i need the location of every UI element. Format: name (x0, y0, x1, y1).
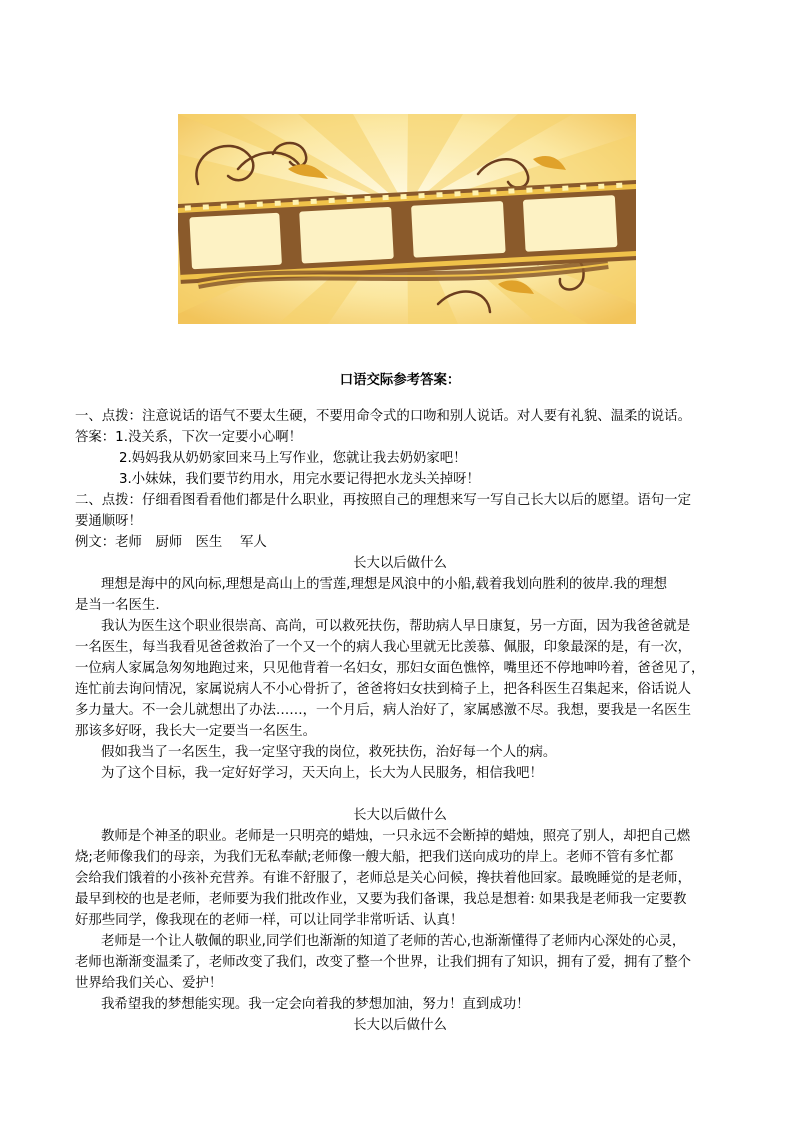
essay-one-paragraph: 连忙前去询问情况，家属说病人不小心骨折了，爸爸将妇女扶到椅子上，把各科医生召集起来，俗话说人 (75, 682, 691, 697)
essay-two-paragraph: 老师也渐渐变温柔了，老师改变了我们，改变了整一个世界，让我们拥有了知识，拥有了爱，拥有了整个 (75, 955, 691, 970)
example-professions: 例文：老师 厨师 医生 军人 (75, 535, 267, 550)
part-one-answer-3: 3.小妹妹，我们要节约用水，用完水要记得把水龙头关掉呀！ (119, 472, 480, 487)
film-strip-icon (178, 114, 636, 324)
essay-two-paragraph: 最早到校的也是老师，老师要为我们批改作业，又要为我们备课，我总是想着: 如果我是老师我一定要教 (75, 892, 687, 907)
part-one-answer-2: 2.妈妈我从奶奶家回来马上写作业，您就让我去奶奶家吧！ (119, 451, 467, 466)
essay-one-paragraph: 一位病人家属急匆匆地跑过来，只见他背着一名妇女，那妇女面色憔悴，嘴里还不停地呻吟着，爸爸见了， (75, 661, 705, 676)
essay-one-paragraph: 一名医生，每当我看见爸爸救治了一个又一个的病人我心里就无比羡慕、佩服，印象最深的是，有一次， (75, 640, 691, 655)
part-one (75, 406, 725, 1036)
essay-two-paragraph: 会给我们饿着的小孩补充营养。有谁不舒服了，老师总是关心问候，搀扶着他回家。最晚睡觉的是老师， (75, 871, 691, 886)
essay-two-paragraph: 烧;老师像我们的母亲，为我们无私奉献;老师像一艘大船，把我们送向成功的岸上。老师不管有多忙都 (75, 850, 674, 865)
answer-section (75, 370, 725, 391)
essay-one-paragraph: 多力量大。不一会儿就想出了办法……，一个月后，病人治好了，家属感激不尽。我想，要我是一名医生 (75, 703, 691, 718)
essay-two-title: 长大以后做什么 (353, 808, 447, 823)
blank-line (75, 784, 725, 805)
essay-two-paragraph: 教师是个神圣的职业。老师是一只明亮的蜡烛，一只永远不会断掉的蜡烛，照亮了别人，却把自己燃 (101, 829, 691, 844)
essay-one-paragraph: 假如我当了一名医生，我一定坚守我的岗位，救死扶伤，治好每一个人的病。 (101, 745, 557, 760)
essay-one-paragraph: 是当一名医生. (75, 598, 160, 613)
part-one-hint: 一、点拨：注意说话的语气不要太生硬，不要用命令式的口吻和别人说话。对人要有礼貌、温柔的说话。 (75, 409, 691, 424)
essay-one-paragraph: 理想是海中的风向标,理想是高山上的雪莲,理想是风浪中的小船,载着我划向胜利的彼岸.我的理想 (101, 577, 668, 592)
essay-three-title: 长大以后做什么 (353, 1018, 447, 1033)
essay-two-paragraph: 好那些同学，像我现在的老师一样，可以让同学非常听话、认真！ (75, 913, 464, 928)
essay-one-paragraph: 为了这个目标，我一定好好学习，天天向上，长大为人民服务，相信我吧！ (101, 766, 543, 781)
part-one-answer-1: 答案：1.没关系，下次一定要小心啊！ (75, 430, 303, 445)
essay-one-title: 长大以后做什么 (353, 556, 447, 571)
essay-two-paragraph: 我希望我的梦想能实现。我一定会向着我的梦想加油，努力！直到成功！ (101, 997, 530, 1012)
essay-one-paragraph: 我认为医生这个职业很崇高、高尚，可以救死扶伤，帮助病人早日康复，另一方面，因为我爸爸就是 (101, 619, 691, 634)
essay-two-paragraph: 老师是一个让人敬佩的职业,同学们也渐渐的知道了老师的苦心,也渐渐懂得了老师内心深处的心灵， (101, 934, 686, 949)
section-title: 口语交际参考答案： (339, 373, 461, 388)
part-two-hint-cont: 要通顺呀！ (75, 514, 142, 529)
part-two-hint: 二、点拨：仔细看图看看他们都是什么职业，再按照自己的理想来写一写自己长大以后的愿望。语句一定 (75, 493, 691, 508)
essay-two-paragraph: 世界给我们关心、爱护！ (75, 976, 223, 991)
film-strip-banner (178, 114, 636, 324)
essay-one-paragraph: 那该多好呀，我长大一定要当一名医生。 (75, 724, 317, 739)
